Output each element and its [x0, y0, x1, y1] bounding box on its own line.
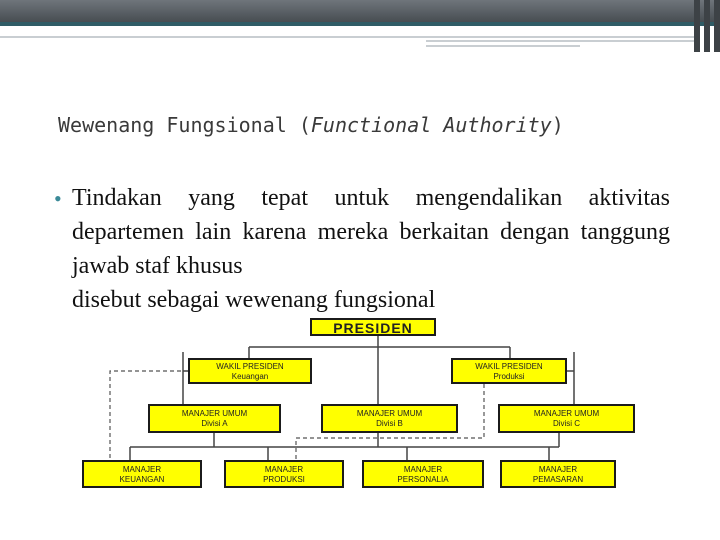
gm-division-b-box — [321, 404, 458, 433]
president-label: PRESIDEN — [333, 320, 413, 336]
manager-marketing-box — [500, 460, 616, 488]
mgr-marketing-unit: PEMASARAN — [532, 475, 584, 484]
title-italic: Functional Authority — [310, 113, 552, 137]
bullet-text-last: disebut sebagai wewenang fungsional — [72, 287, 436, 313]
gm-division-c-box — [498, 404, 635, 433]
mgr-personnel-unit: PERSONALIA — [397, 475, 449, 484]
vp-production-unit: Produksi — [493, 372, 525, 381]
mgr-production-unit: PRODUKSI — [263, 475, 305, 484]
mgr-production-title: MANAJER — [264, 465, 304, 474]
mgr-finance-unit: KEUANGAN — [119, 475, 165, 484]
vp-finance-unit: Keuangan — [231, 372, 269, 381]
gm-c-title: MANAJER UMUM — [533, 409, 600, 418]
mgr-marketing-title: MANAJER — [538, 465, 578, 474]
bullet-marker: • — [54, 186, 62, 211]
vp-finance-box — [188, 358, 312, 384]
mgr-finance-title: MANAJER — [122, 465, 162, 474]
title-prefix: Wewenang Fungsional ( — [58, 113, 311, 137]
gm-a-title: MANAJER UMUM — [181, 409, 248, 418]
president-box — [310, 318, 436, 336]
gm-b-title: MANAJER UMUM — [356, 409, 423, 418]
bullet-text-main: Tindakan yang tepat untuk mengendalikan aktivitas departemen lain karena mereka berkaitan dengan tanggung jawab staf khusus — [72, 185, 670, 279]
title-suffix: ) — [551, 113, 564, 137]
gm-b-unit: Divisi B — [376, 419, 403, 428]
vp-production-title: WAKIL PRESIDEN — [475, 362, 543, 371]
gm-c-unit: Divisi C — [552, 419, 581, 428]
manager-finance-box — [82, 460, 202, 488]
mgr-personnel-title: MANAJER — [403, 465, 443, 474]
manager-personnel-box — [362, 460, 484, 488]
gm-a-unit: Divisi A — [201, 419, 228, 428]
vp-production-box — [451, 358, 567, 384]
vp-finance-title: WAKIL PRESIDEN — [216, 362, 284, 371]
gm-division-a-box — [148, 404, 281, 433]
manager-production-box — [224, 460, 344, 488]
